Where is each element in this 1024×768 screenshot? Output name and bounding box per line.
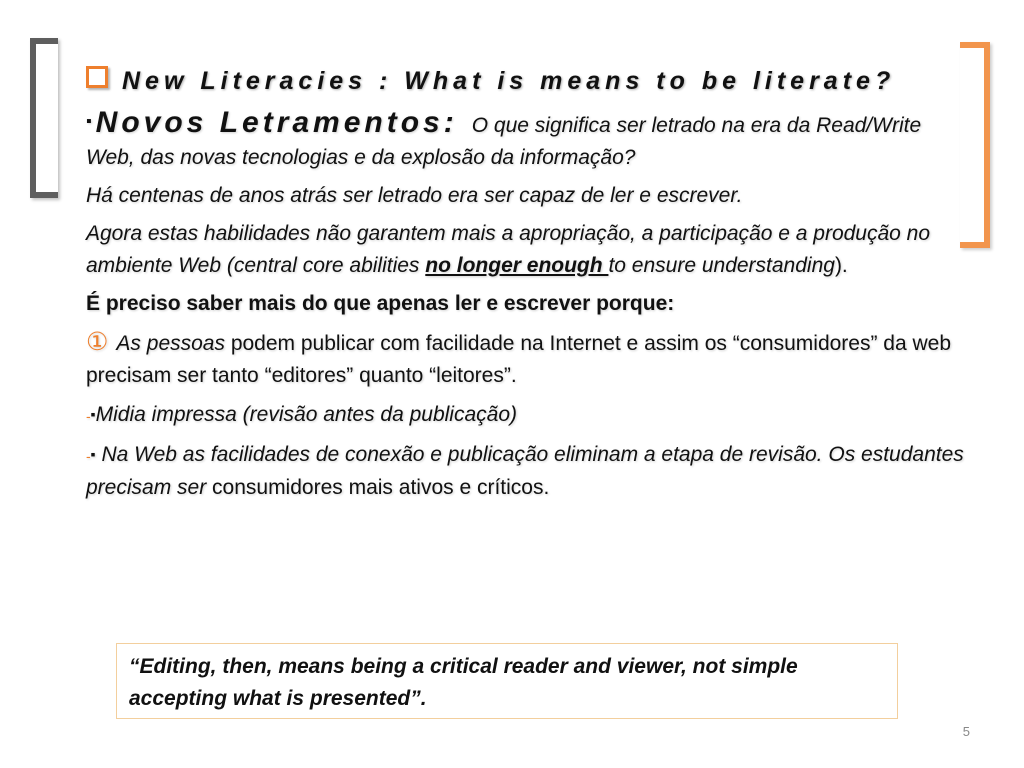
now-paragraph: Agora estas habilidades não garantem mais a apropriação, a participação e a produção no ambiente Web (central core abilities no longer enough to ensure understanding). <box>86 222 931 277</box>
quote-box: “Editing, then, means being a critical reader and viewer, not simple accepting what is presented”. <box>116 643 898 719</box>
sub-point-print: -▪Midia impressa (revisão antes da publicação) <box>86 403 518 426</box>
dash-bullet: - <box>86 408 91 424</box>
circled-number-icon: ① <box>86 328 109 356</box>
square-bullet-icon: ▪ <box>90 446 96 462</box>
slide-title <box>86 58 966 104</box>
square-bullet-icon: ▪ <box>86 113 96 130</box>
no-longer-enough: no longer enough <box>425 254 609 277</box>
point-one-paragraph: ① As pessoas podem publicar com facilidade na Internet e assim os “consumidores” da web precisam ser tanto “editores” quanto “leitores”. <box>86 328 952 387</box>
title-text: New Literacies : What is means to be literate? <box>122 67 896 95</box>
checkbox-bullet-icon <box>86 66 108 88</box>
need-paragraph: É preciso saber mais do que apenas ler e escrever porque: <box>86 292 675 315</box>
novos-question: O que significa ser letrado na era da Read/Write Web, das novas tecnologias e da explosão da informação? <box>86 114 922 169</box>
slide-content <box>86 58 966 504</box>
novos-heading: ▪Novos Letramentos: <box>86 106 458 139</box>
page-number: 5 <box>962 724 970 739</box>
square-bullet-icon: ▪ <box>90 406 96 422</box>
sub-point-web: -▪ Na Web as facilidades de conexão e publicação eliminam a etapa de revisão. Os estudantes precisam ser consumidores mais ativos e críticos. <box>86 443 964 499</box>
past-paragraph: Há centenas de anos atrás ser letrado era ser capaz de ler e escrever. <box>86 184 743 207</box>
dash-bullet: - <box>86 448 91 464</box>
left-bracket-decoration <box>30 38 58 198</box>
novos-letramentos-paragraph <box>86 106 966 174</box>
